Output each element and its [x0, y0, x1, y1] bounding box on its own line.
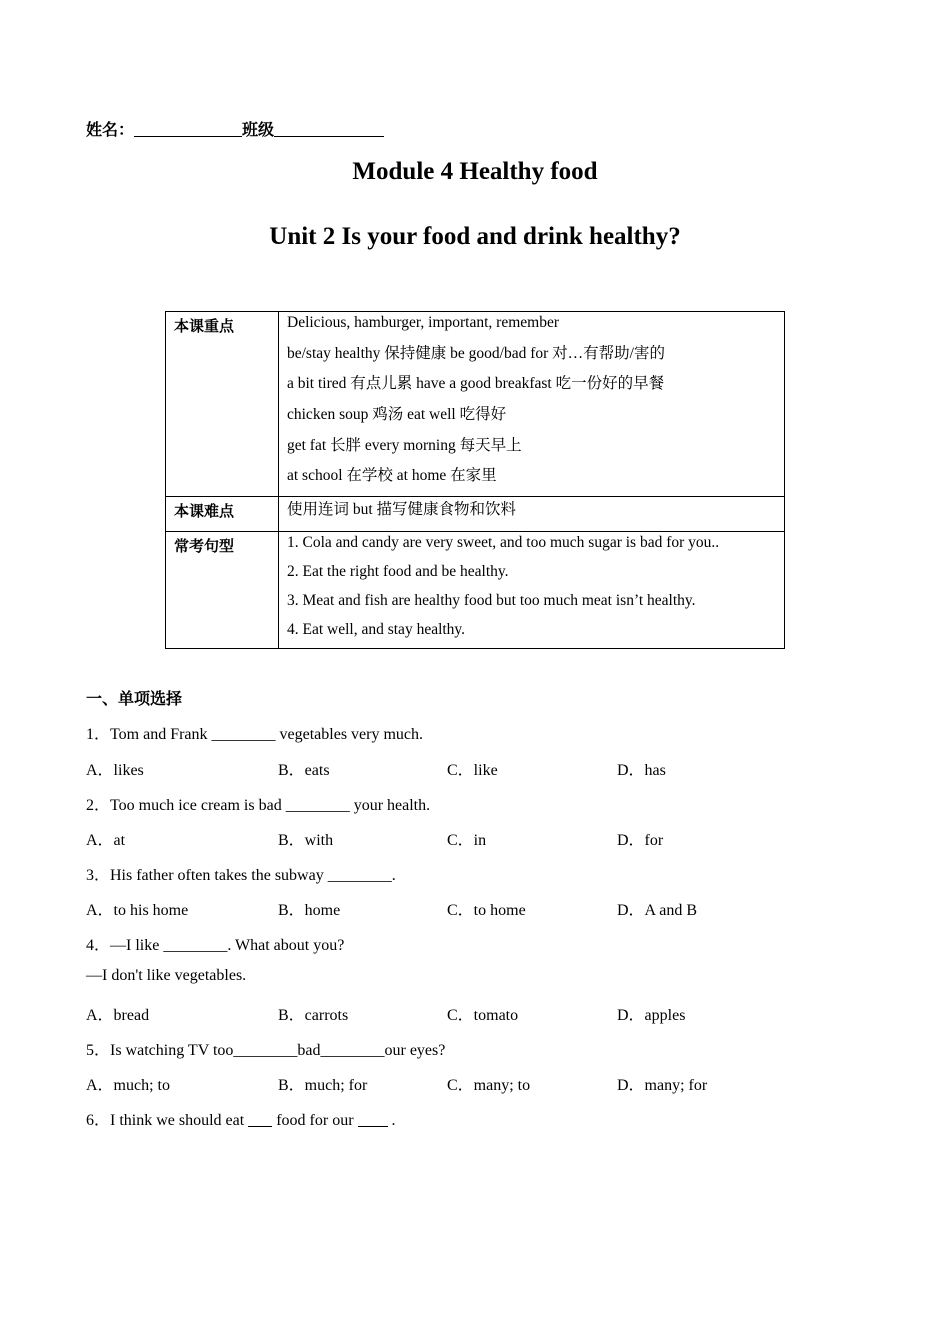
focus-line: at school 在学校 at home 在家里 — [287, 467, 497, 485]
class-blank[interactable] — [274, 122, 384, 137]
patterns-content — [279, 532, 785, 649]
focus-line: chicken soup 鸡汤 eat well 吃得好 — [287, 406, 507, 424]
question-stem: 2．Too much ice cream is bad ________ your health. — [86, 797, 431, 814]
option-d[interactable]: D．apples — [617, 1007, 686, 1024]
focus-line: be/stay healthy 保持健康 be good/bad for 对…有帮助/害的 — [287, 344, 665, 362]
pattern-line: 1. Cola and candy are very sweet, and too much sugar is bad for you.. — [287, 534, 720, 552]
option-b[interactable]: B．much; for — [278, 1077, 368, 1094]
answer-blank[interactable] — [248, 1112, 272, 1127]
unit-title: Unit 2 Is your food and drink healthy? — [269, 223, 681, 250]
option-d[interactable]: D．A and B — [617, 902, 698, 919]
option-b[interactable]: B．carrots — [278, 1007, 349, 1024]
difficult-row — [166, 497, 785, 532]
key-points-table — [165, 311, 785, 649]
pattern-line: 3. Meat and fish are healthy food but too much meat isn’t healthy. — [287, 592, 696, 610]
section-heading: 一、单项选择 — [86, 689, 183, 708]
option-d[interactable]: D．for — [617, 832, 664, 849]
focus-line: a bit tired 有点儿累 have a good breakfast 吃一份好的早餐 — [287, 375, 665, 393]
question-stem — [86, 1107, 396, 1130]
question-stem-part: food for our — [276, 1112, 354, 1129]
pattern-line: 4. Eat well, and stay healthy. — [287, 621, 466, 639]
question-stem-part: . — [391, 1112, 396, 1129]
option-a[interactable]: A．likes — [86, 762, 144, 779]
module-title: Module 4 Healthy food — [352, 158, 598, 185]
option-b[interactable]: B．with — [278, 832, 334, 849]
option-d[interactable]: D．many; for — [617, 1077, 708, 1094]
focus-label: 本课重点 — [166, 312, 279, 497]
option-b[interactable]: B．eats — [278, 762, 330, 779]
option-c[interactable]: C．in — [447, 832, 487, 849]
question-stem-reply: —I don't like vegetables. — [86, 967, 247, 984]
class-label: 班级 — [242, 122, 275, 139]
name-class-line — [86, 117, 384, 140]
option-a[interactable]: A．bread — [86, 1007, 150, 1024]
option-d[interactable]: D．has — [617, 762, 666, 779]
option-a[interactable]: A．to his home — [86, 902, 189, 919]
answer-blank[interactable] — [358, 1112, 388, 1127]
option-a[interactable]: A．at — [86, 832, 126, 849]
patterns-label: 常考句型 — [166, 532, 279, 649]
option-a[interactable]: A．much; to — [86, 1077, 170, 1094]
option-c[interactable]: C．like — [447, 762, 498, 779]
question-stem: 5．Is watching TV too________bad________our eyes? — [86, 1042, 446, 1059]
question-stem-part: 6．I think we should eat — [86, 1112, 245, 1129]
question-stem: 1．Tom and Frank ________ vegetables very much. — [86, 726, 424, 743]
patterns-row — [166, 532, 785, 649]
focus-content — [279, 312, 785, 497]
question-stem: 4．—I like ________. What about you? — [86, 937, 345, 954]
difficult-label: 本课难点 — [166, 497, 279, 532]
focus-row — [166, 312, 785, 497]
name-blank[interactable] — [134, 122, 242, 137]
option-c[interactable]: C．many; to — [447, 1077, 531, 1094]
option-b[interactable]: B．home — [278, 902, 341, 919]
option-c[interactable]: C．to home — [447, 902, 526, 919]
focus-line: get fat 长胖 every morning 每天早上 — [287, 436, 522, 454]
difficult-content: 使用连词 but 描写健康食物和饮料 — [279, 497, 785, 532]
focus-line: Delicious, hamburger, important, remember — [287, 314, 559, 331]
question-stem: 3．His father often takes the subway ________. — [86, 867, 396, 884]
name-label: 姓名： — [86, 122, 135, 139]
pattern-line: 2. Eat the right food and be healthy. — [287, 563, 509, 581]
option-c[interactable]: C．tomato — [447, 1007, 519, 1024]
